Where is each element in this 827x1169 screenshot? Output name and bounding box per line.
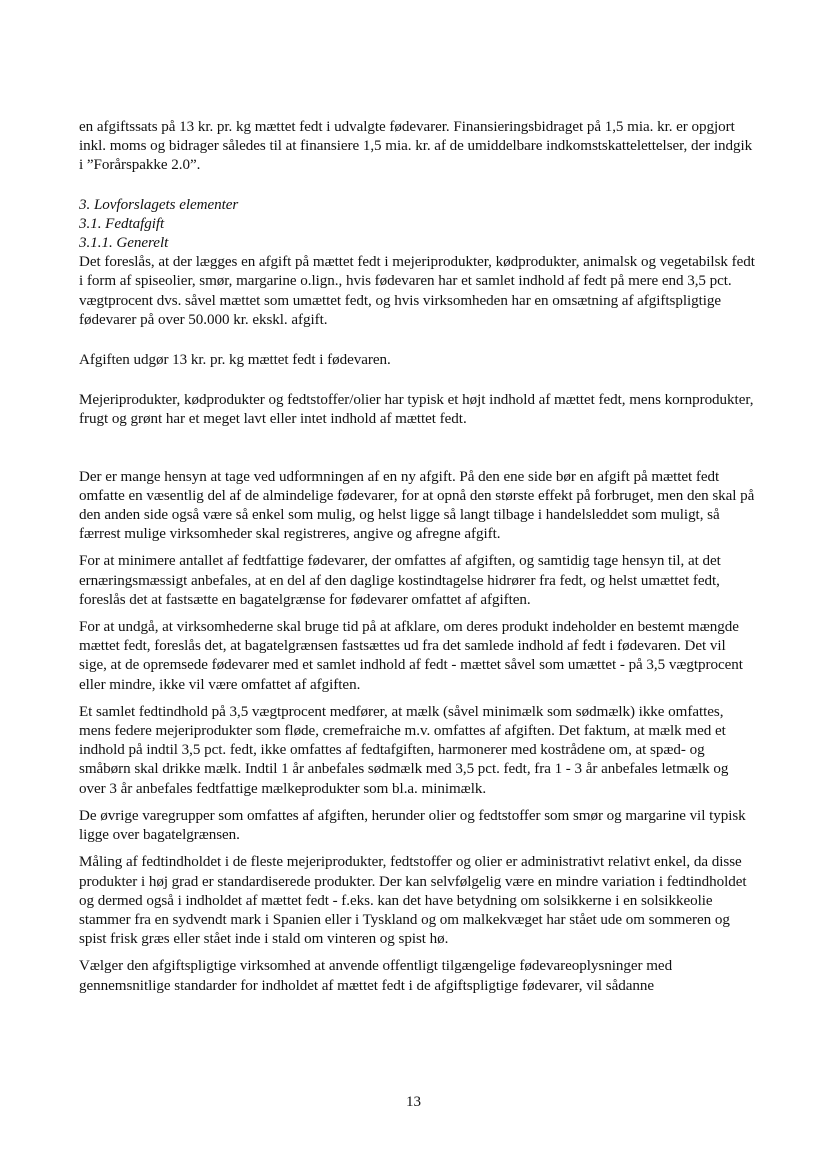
section-heading-3: 3. Lovforslagets elementer <box>79 196 239 213</box>
paragraph-measurement: Måling af fedtindholdet i de fleste mejeriprodukter, fedtstoffer og olier er administrativt relativt enkel, da disse produkter i høj grad er standardiserede produkter. Der kan selvfølgelig være en mindre variation i fedtindholdet og dermed også i indholdet af mættet fedt - f.eks. kan det have betydning om solsikkerne i en solsikkeolie stammer fra en sydvendt mark i Spanien eller i Tyskland og om malkekvæget har stået ude om sommeren og spist frisk græs eller stået inde i stald om vinteren og spist hø. <box>79 854 747 948</box>
paragraph-threshold: For at undgå, at virksomhederne skal bruge tid på at afklare, om deres produkt indeholder en bestemt mængde mættet fedt, foreslås det, at bagatelgrænsen fastsættes ud fra det samlede indhold af fedt i fødevaren. Det vil sige, at de opremsede fødevarer med et samlet indhold af fedt - mættet såvel som umættet - på 3,5 vægtprocent eller mindre, ikke vil være omfattet af afgiften. <box>79 619 743 693</box>
paragraph-considerations: Der er mange hensyn at tage ved udformningen af en ny afgift. På den ene side bør en afgift på mættet fedt omfatte en væsentlig del af de almindelige fødevarer, for at opnå den største effekt på forbruget, men den skal på den anden side også være så enkel som mulig, og helst ligge så langt tilbage i handelsleddet som muligt, så færrest mulige virksomheder skal registreres, angive og afregne afgift. <box>79 468 755 543</box>
body-text <box>79 118 755 996</box>
intro-paragraph: en afgiftssats på 13 kr. pr. kg mættet fedt i udvalgte fødevarer. Finansieringsbidraget på 1,5 mia. kr. er opgjort inkl. moms og bidrager således til at finansiere 1,5 mia. kr. af de umiddelbare indkomstskattelettelser, der indgik i ”Forårspakke 2.0”. <box>79 119 753 174</box>
paragraph-milk: Et samlet fedtindhold på 3,5 vægtprocent medfører, at mælk (såvel minimælk som sødmælk) ikke omfattes, mens federe mejeriprodukter som fløde, cremefraiche m.v. omfattes af afgiften. Det faktum, at mælk med et indhold på indtil 3,5 pct. fedt, ikke omfattes af fedtafgiften, harmonerer med kostrådene om, at spæd- og småbørn skal drikke mælk. Indtil 1 år anbefales sødmælk med 3,5 pct. fedt, fra 1 - 3 år anbefales letmælk og over 3 år anbefales fedtfattige mælkeprodukter som bl.a. minimælk. <box>79 703 729 797</box>
paragraph-products: Mejeriprodukter, kødprodukter og fedtstoffer/olier har typisk et højt indhold af mættet fedt, mens kornprodukter, frugt og grønt har et meget lavt eller intet indhold af mættet fedt. <box>79 392 754 428</box>
section-heading-3-1: 3.1. Fedtafgift <box>79 215 165 232</box>
section-heading-3-1-1: 3.1.1. Generelt <box>79 235 169 252</box>
paragraph-standards: Vælger den afgiftspligtige virksomhed at anvende offentligt tilgængelige fødevareoplysninger med gennemsnitlige standarder for indholdet af mættet fedt i de afgiftspligtige fødevarer, vil sådanne <box>79 958 673 994</box>
paragraph-other-groups: De øvrige varegrupper som omfattes af afgiften, herunder olier og fedtstoffer som smør og margarine vil typisk ligge over bagatelgrænsen. <box>79 807 746 844</box>
paragraph-minimize: For at minimere antallet af fedtfattige fødevarer, der omfattes af afgiften, og samtidig tage hensyn til, at det ernæringsmæssigt anbefales, at en del af den daglige kostindtagelse hidrører fra fedt, og helst umættet fedt, foreslås det at fastsætte en bagatelgrænse for fødevarer omfattet af afgiften. <box>79 553 721 608</box>
page-number: 13 <box>405 1094 422 1110</box>
paragraph-rate: Afgiften udgør 13 kr. pr. kg mættet fedt i fødevaren. <box>79 352 391 369</box>
paragraph-proposal: Det foreslås, at der lægges en afgift på mættet fedt i mejeriprodukter, kødprodukter, animalsk og vegetabilsk fedt i form af spiseolier, smør, margarine o.lign., hvis fødevaren har et samlet indhold af fedt på mere end 3,5 pct. vægtprocent dvs. såvel mættet som umættet fedt, og hvis virksomheden har en omsætning af afgiftspligtige fødevarer på over 50.000 kr. ekskl. afgift. <box>79 254 755 328</box>
